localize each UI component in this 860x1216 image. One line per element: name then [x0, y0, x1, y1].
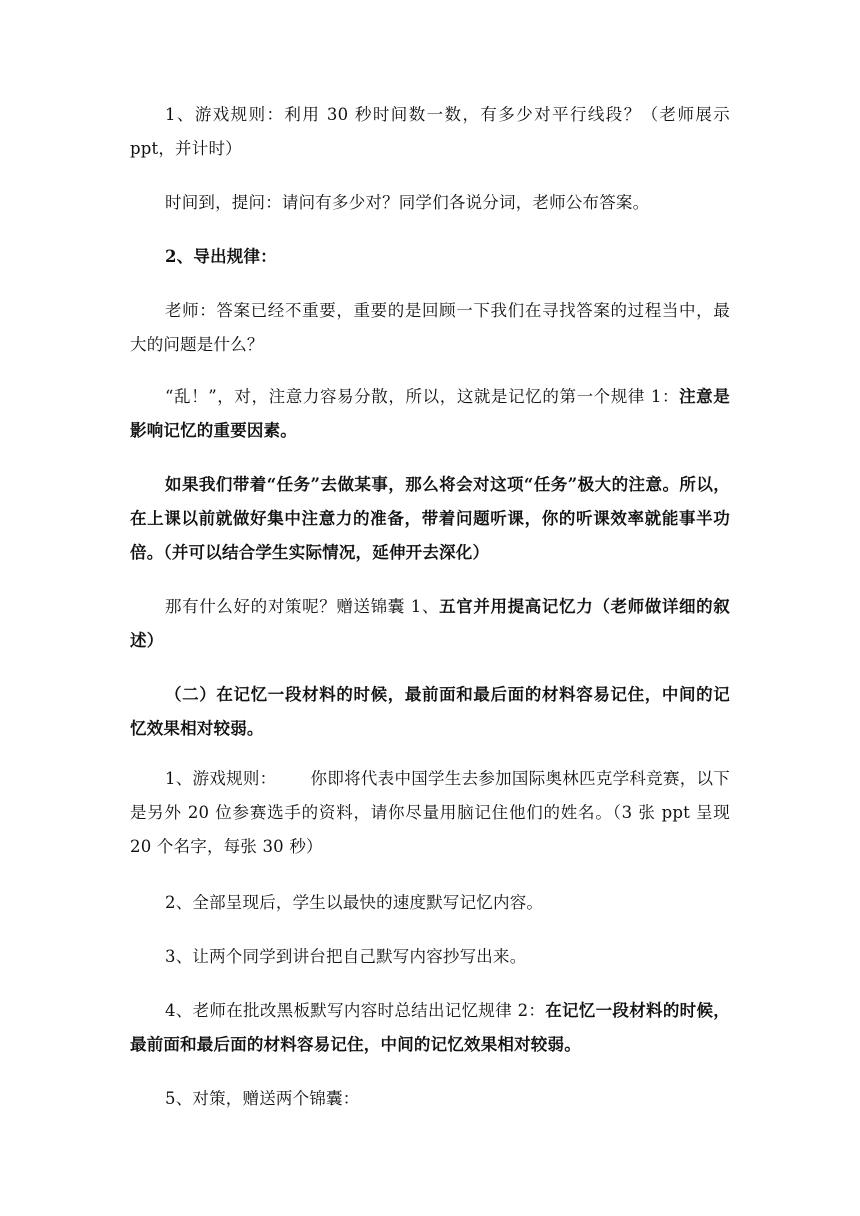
paragraph-strategy	[130, 1082, 730, 1116]
tip-1-emphasis: 五官并用提高记忆力（老师做详细的叙述）	[130, 597, 730, 650]
section-heading-text: （二）在记忆一段材料的时候，最前面和最后面的材料容易记住，中间的记忆效果相对较弱。	[130, 685, 730, 738]
paragraph-game-rule-parallel-lines	[130, 98, 730, 166]
paragraph-dictation	[130, 886, 730, 920]
paragraph-text: 1、游戏规则：利用 30 秒时间数一数，有多少对平行线段？（老师展示 ppt，并计时）	[130, 105, 730, 158]
paragraph-tip-1	[130, 590, 730, 658]
paragraph-text: “乱！”，对，注意力容易分散，所以，这就是记忆的第一个规律 1：	[165, 387, 680, 406]
paragraph-text: 3、让两个同学到讲台把自己默写内容抄写出来。	[165, 947, 527, 966]
paragraph-copy-to-board	[130, 940, 730, 974]
section-heading-two	[130, 678, 730, 746]
heading-text: 2、导出规律：	[165, 247, 277, 266]
paragraph-rule-2	[130, 994, 730, 1062]
paragraph-rule-1	[130, 380, 730, 448]
heading-derive-rule	[130, 240, 730, 274]
paragraph-time-up	[130, 186, 730, 220]
paragraph-game-rule-names	[130, 762, 730, 864]
paragraph-text: 2、全部呈现后，学生以最快的速度默写记忆内容。	[165, 893, 544, 912]
paragraph-text: 你即将代表中国学生去参加国际奥林匹克学科竞赛，以下是另外 20 位参赛选手的资料，请你尽量用脑记住他们的姓名。（3 张 ppt 呈现 20 个名字，每张 30 秒）	[130, 769, 730, 856]
rule-2-emphasis: 在记忆一段材料的时候，最前面和最后面的材料容易记住，中间的记忆效果相对较弱。	[130, 1001, 730, 1054]
rule-1-emphasis: 注意是影响记忆的重要因素。	[130, 387, 730, 440]
paragraph-teacher-question	[130, 294, 730, 362]
paragraph-label: 1、游戏规则：	[165, 769, 277, 788]
paragraph-text: 时间到，提问：请问有多少对？同学们各说分词，老师公布答案。	[165, 193, 650, 212]
paragraph-text: 那有什么好的对策呢？赠送锦囊 1、	[165, 597, 440, 616]
paragraph-text: 如果我们带着“任务”去做某事，那么将会对这项“任务”极大的注意。所以，在上课以前就做好集中注意力的准备，带着问题听课，你的听课效率就能事半功倍。（并可以结合学生实际情况，延伸开去深化）	[130, 475, 730, 562]
paragraph-text: 5、对策，赠送两个锦囊：	[165, 1089, 360, 1108]
paragraph-text: 4、老师在批改黑板默写内容时总结出记忆规律 2：	[165, 1001, 546, 1020]
paragraph-task-attention	[130, 468, 730, 570]
paragraph-text: 老师：答案已经不重要，重要的是回顾一下我们在寻找答案的过程当中，最大的问题是什么？	[130, 301, 730, 354]
